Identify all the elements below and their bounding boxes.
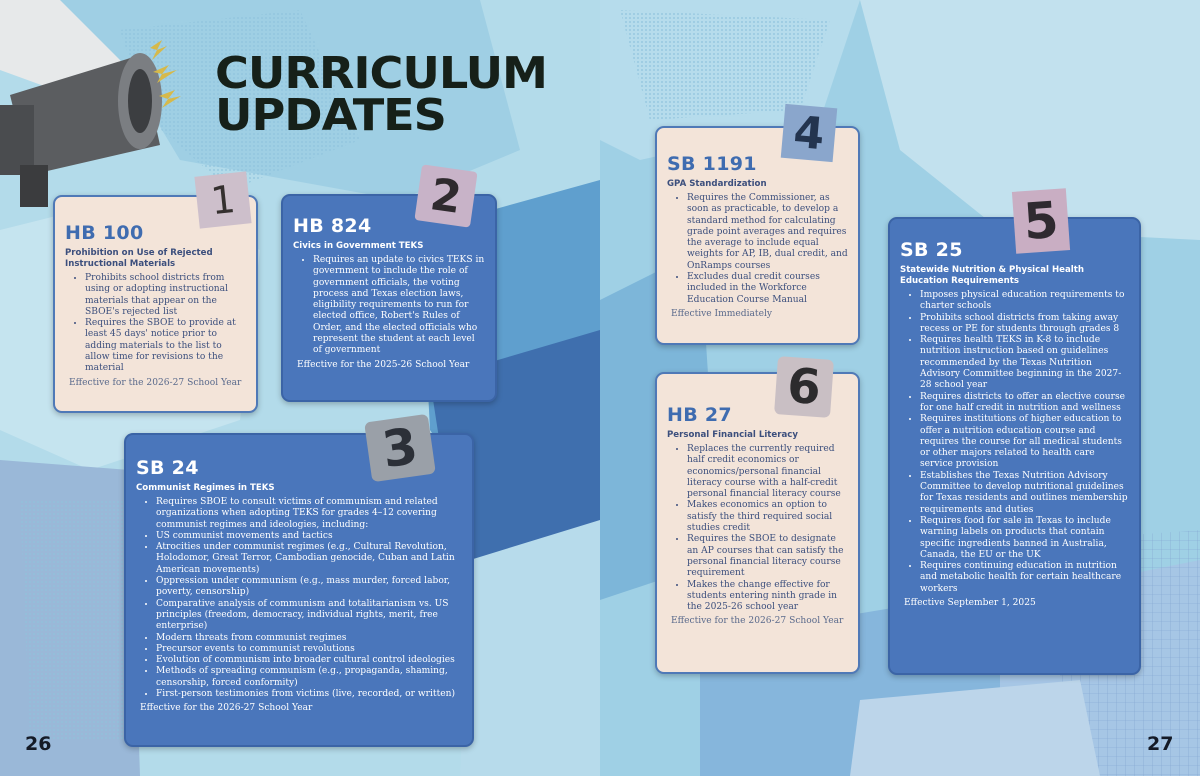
- bill-number: HB 100: [65, 222, 144, 244]
- lightning-icon: [145, 38, 197, 113]
- page-number-left: 26: [25, 733, 52, 755]
- bill-items: [136, 497, 462, 700]
- list-item: • Oppression under communism (e.g., mass murder, forced labor, poverty, censorship): [156, 576, 462, 599]
- card-number-badge: 1: [194, 171, 251, 228]
- effective-date: Effective for the 2026-27 School Year: [69, 377, 242, 388]
- bill-number: HB 27: [667, 404, 732, 426]
- list-item: • Prohibits school districts from using or adopting instructional materials that appear on the SBOE's rejected list: [85, 273, 246, 318]
- card-number-badge: 5: [1012, 188, 1070, 254]
- title-line-1: CURRICULUM: [215, 48, 547, 99]
- bill-number: HB 824: [293, 215, 372, 237]
- bill-subtitle: Personal Financial Literacy: [667, 430, 798, 440]
- list-item: • Requires continuing education in nutrition and metabolic health for certain healthcare workers: [920, 561, 1129, 595]
- bill-subtitle: Civics in Government TEKS: [293, 241, 424, 251]
- page-number-right: 27: [1147, 733, 1174, 755]
- bill-card-sb24: [124, 433, 474, 747]
- list-item: • Modern threats from communist regimes: [156, 633, 462, 644]
- list-item: • Prohibits school districts from taking away recess or PE for students through grades 8: [920, 313, 1129, 336]
- effective-date: Effective Immediately: [671, 308, 772, 319]
- bill-items: [65, 273, 246, 375]
- list-item: • US communist movements and tactics: [156, 531, 462, 542]
- effective-date: Effective for the 2026-27 School Year: [140, 703, 313, 714]
- bill-number: SB 1191: [667, 153, 757, 175]
- list-item: • Requires the Commissioner, as soon as practicable, to develop a standard method for calculating grade point averages and requires the average to include equal weights for AP, IB, dual credit, and OnRamps courses: [687, 193, 848, 272]
- list-item: • Establishes the Texas Nutrition Advisory Committee to develop nutritional guidelines for Texas residents and outlines membership requirements and duties: [920, 471, 1129, 516]
- card-number-badge: 2: [414, 164, 477, 227]
- bill-items: [293, 255, 485, 357]
- list-item: • Comparative analysis of communism and totalitarianism vs. US principles (freedom, democracy, individual rights, merit, free enterprise): [156, 599, 462, 633]
- list-item: • Methods of spreading communism (e.g., propaganda, shaming, censorship, forced conformity): [156, 666, 462, 689]
- list-item: • Evolution of communism into broader cultural control ideologies: [156, 655, 462, 666]
- effective-date: Effective September 1, 2025: [904, 598, 1036, 609]
- list-item: • Imposes physical education requirements to charter schools: [920, 290, 1129, 313]
- bill-items: [667, 444, 848, 613]
- list-item: • Requires an update to civics TEKS in government to include the role of government officials, the voting process and Texas election laws, eligibility requirements to run for elected office, Robert's Rules of Order, and the elected officials who represent the student at each level of government: [313, 255, 485, 357]
- bill-subtitle: GPA Standardization: [667, 179, 767, 189]
- list-item: • Requires health TEKS in K-8 to include nutrition instruction based on guidelines recommended by the Texas Nutrition Advisory Committee beginning in the 2027-28 school year: [920, 335, 1129, 391]
- bill-subtitle: Statewide Nutrition & Physical Health Education Requirements: [900, 265, 1084, 286]
- list-item: • First-person testimonies from victims (live, recorded, or written): [156, 689, 462, 700]
- bill-subtitle: Prohibition on Use of Rejected Instructional Materials: [65, 248, 213, 269]
- bill-card-hb27: [655, 372, 860, 674]
- list-item: • Requires the SBOE to provide at least 45 days' notice prior to adding materials to the list to allow time for revisions to the material: [85, 318, 246, 374]
- list-item: • Excludes dual credit courses included in the Workforce Education Course Manual: [687, 272, 848, 306]
- effective-date: Effective for the 2026-27 School Year: [671, 616, 844, 627]
- bill-items: [900, 290, 1129, 595]
- list-item: • Atrocities under communist regimes (e.g., Cultural Revolution, Holodomor, Great Terror, Cambodian genocide, Cuban and Latin American movements): [156, 542, 462, 576]
- list-item: • Precursor events to communist revolutions: [156, 644, 462, 655]
- bill-card-hb100: [53, 195, 258, 413]
- bill-subtitle: Communist Regimes in TEKS: [136, 483, 275, 493]
- list-item: • Replaces the currently required half credit economics or economics/personal financial literacy course with a half-credit personal financial literacy course: [687, 444, 848, 500]
- list-item: • Requires districts to offer an elective course for one half credit in nutrition and wellness: [920, 392, 1129, 415]
- bill-card-sb25: [888, 217, 1141, 675]
- effective-date: Effective for the 2025-26 School Year: [297, 359, 470, 370]
- list-item: • Requires SBOE to consult victims of communism and related organizations when adopting TEKS for grades 4–12 covering communist regimes and ideologies, including:: [156, 497, 462, 531]
- list-item: • Requires food for sale in Texas to include warning labels on products that contain specific ingredients banned in Australia, Canada, the EU or the UK: [920, 516, 1129, 561]
- page-title: [215, 48, 547, 141]
- bill-items: [667, 193, 848, 306]
- bill-number: SB 25: [900, 239, 963, 261]
- list-item: • Requires institutions of higher education to offer a nutrition education course and requires the course for all medical students or other majors related to health care service provision: [920, 414, 1129, 470]
- list-item: • Requires the SBOE to designate an AP courses that can satisfy the personal financial literacy course requirement: [687, 534, 848, 579]
- card-number-badge: 3: [364, 414, 436, 482]
- list-item: • Makes economics an option to satisfy the third required social studies credit: [687, 500, 848, 534]
- card-number-badge: 4: [781, 104, 838, 162]
- title-line-2: UPDATES: [215, 90, 446, 141]
- bill-number: SB 24: [136, 457, 199, 479]
- list-item: • Makes the change effective for students entering ninth grade in the 2025-26 school year: [687, 580, 848, 614]
- card-number-badge: 6: [774, 356, 834, 418]
